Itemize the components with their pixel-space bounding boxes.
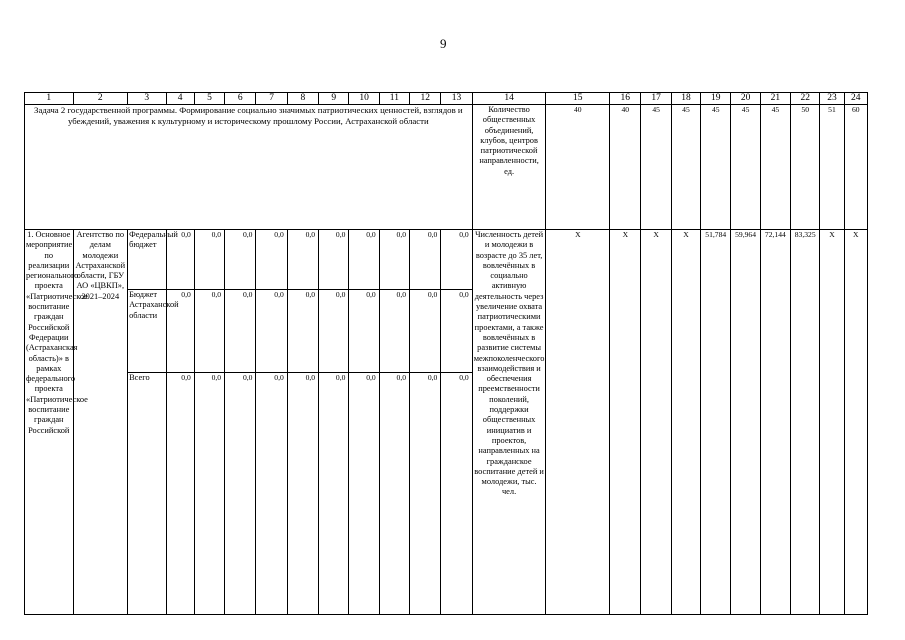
funding-source: Федеральный бюджет: [128, 230, 166, 290]
indicator-value: 59,964: [731, 230, 760, 615]
funding-value: 0,0: [410, 230, 441, 290]
measure-executor: Агентство по делам молодежи Астраханской области, ГБУ АО «ЦВКП», 2021–2024: [73, 230, 128, 615]
column-number: 13: [441, 93, 472, 105]
indicator-value: X: [820, 230, 844, 615]
funding-value: 0,0: [256, 373, 287, 615]
funding-value: 0,0: [194, 230, 224, 290]
funding-row-federal: [25, 230, 868, 290]
column-number: 15: [546, 93, 610, 105]
funding-value: 0,0: [287, 290, 318, 373]
funding-value: 0,0: [256, 290, 287, 373]
funding-value: 0,0: [441, 290, 472, 373]
column-number: 4: [166, 93, 194, 105]
funding-value: 0,0: [349, 373, 379, 615]
column-number: 7: [256, 93, 287, 105]
column-number: 20: [731, 93, 760, 105]
funding-value: 0,0: [441, 230, 472, 290]
funding-value: 0,0: [349, 290, 379, 373]
funding-source: Всего: [128, 373, 166, 615]
column-number: 24: [844, 93, 867, 105]
funding-value: 0,0: [225, 230, 256, 290]
task-value: 51: [820, 105, 844, 230]
funding-value: 0,0: [225, 373, 256, 615]
funding-value: 0,0: [256, 230, 287, 290]
funding-value: 0,0: [319, 373, 349, 615]
funding-value: 0,0: [349, 230, 379, 290]
task-value: 45: [731, 105, 760, 230]
column-number: 8: [287, 93, 318, 105]
funding-value: 0,0: [410, 373, 441, 615]
funding-value: 0,0: [287, 373, 318, 615]
column-number: 6: [225, 93, 256, 105]
column-number: 11: [379, 93, 409, 105]
indicator-value: X: [610, 230, 641, 615]
indicator-value: 83,325: [791, 230, 820, 615]
funding-value: 0,0: [166, 230, 194, 290]
program-table: [24, 92, 868, 615]
funding-value: 0,0: [194, 290, 224, 373]
funding-value: 0,0: [225, 290, 256, 373]
funding-value: 0,0: [319, 230, 349, 290]
indicator-value: 72,144: [760, 230, 790, 615]
column-number: 16: [610, 93, 641, 105]
column-number: 21: [760, 93, 790, 105]
task-title: Задача 2 государственной программы. Формирование социально значимых патриотических ценностей, взглядов и убеждений, уважения к культурному и историческому прошлому России, Астраханской области: [25, 105, 473, 230]
funding-value: 0,0: [319, 290, 349, 373]
funding-value: 0,0: [166, 373, 194, 615]
column-number: 10: [349, 93, 379, 105]
indicator-value: X: [844, 230, 867, 615]
column-number: 22: [791, 93, 820, 105]
column-number: 3: [128, 93, 166, 105]
column-number: 19: [701, 93, 731, 105]
task-value: 45: [641, 105, 671, 230]
column-number: 23: [820, 93, 844, 105]
indicator-value: X: [671, 230, 700, 615]
indicator-value: X: [641, 230, 671, 615]
funding-value: 0,0: [379, 373, 409, 615]
task-value: 45: [671, 105, 700, 230]
funding-value: 0,0: [166, 290, 194, 373]
column-number-row: [25, 93, 868, 105]
column-number: 12: [410, 93, 441, 105]
measure-name: 1. Основное мероприятие по реализации регионального проекта «Патриотическое воспитание граждан Российской Федерации (Астраханская область)» в рамках федерального проекта «Патриотическое воспитание граждан Российской: [25, 230, 74, 615]
measure-indicator: Численность детей и молодежи в возрасте до 35 лет, вовлечённых в социально активную деятельность через увеличение охвата патриотическими проектами, а также вовлечённых в развитие системы межпоколенческого взаимодействия и обеспечения преемственности поколений, поддержки общественных инициатив и проектов, направленных на гражданское воспитание детей и молодежи, тыс. чел.: [472, 230, 546, 615]
funding-value: 0,0: [379, 290, 409, 373]
column-number: 17: [641, 93, 671, 105]
task-value: 60: [844, 105, 867, 230]
task-value: 50: [791, 105, 820, 230]
column-number: 9: [319, 93, 349, 105]
column-number: 1: [25, 93, 74, 105]
task-row: [25, 105, 868, 230]
column-number: 18: [671, 93, 700, 105]
funding-value: 0,0: [441, 373, 472, 615]
indicator-value: 51,784: [701, 230, 731, 615]
task-value: 45: [760, 105, 790, 230]
task-value: 40: [610, 105, 641, 230]
column-number: 2: [73, 93, 128, 105]
column-number: 14: [472, 93, 546, 105]
funding-value: 0,0: [379, 230, 409, 290]
funding-value: 0,0: [410, 290, 441, 373]
task-indicator: Количество общественных объединений, клубов, центров патриотической направленности, ед.: [472, 105, 546, 230]
task-value: 40: [546, 105, 610, 230]
column-number: 5: [194, 93, 224, 105]
funding-value: 0,0: [287, 230, 318, 290]
funding-value: 0,0: [194, 373, 224, 615]
task-value: 45: [701, 105, 731, 230]
indicator-value: X: [546, 230, 610, 615]
page-number: 9: [440, 36, 447, 51]
funding-source: Бюджет Астраханской области: [128, 290, 166, 373]
